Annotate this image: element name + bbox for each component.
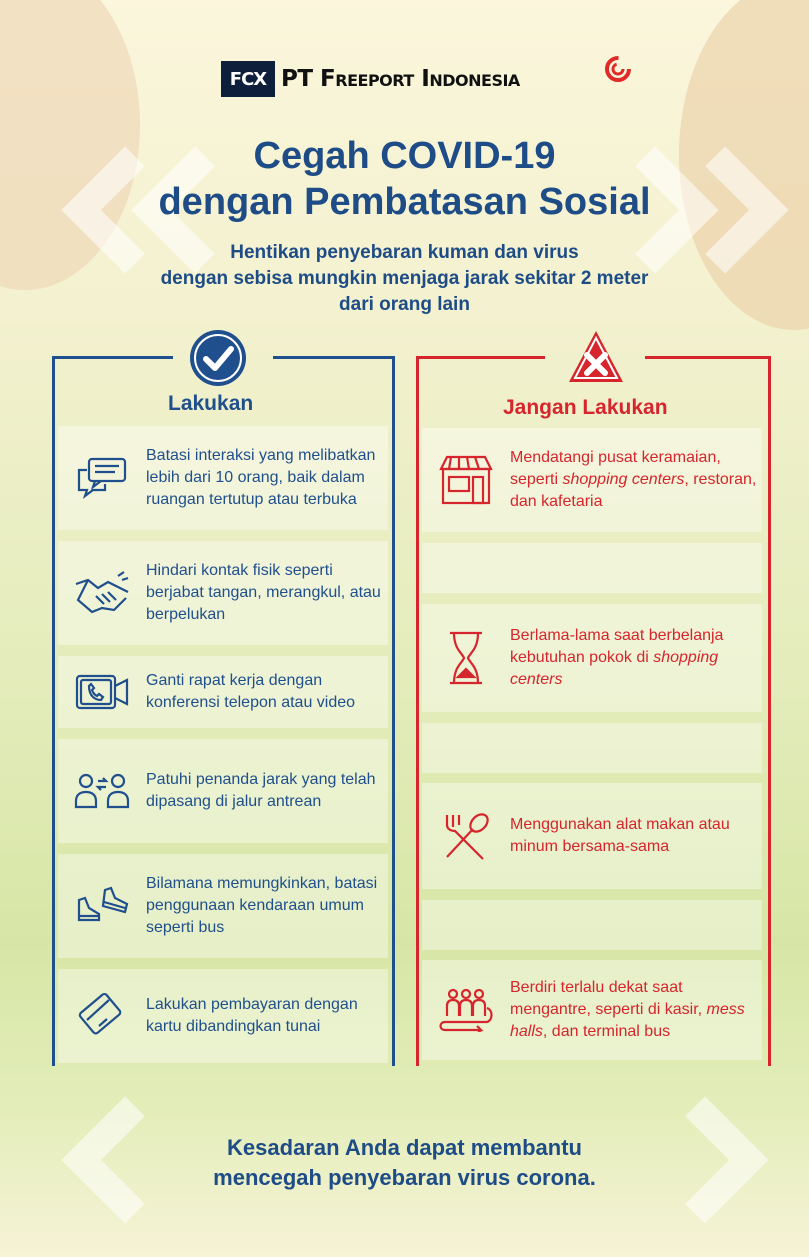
dont-item-2 (422, 604, 762, 712)
dont-item-3 (422, 783, 762, 889)
queue-icon (437, 988, 495, 1032)
checkmark-icon (188, 328, 248, 388)
company-logo (221, 60, 641, 98)
do-item-3-text: Ganti rapat kerja dengan konferensi telepon atau video (146, 672, 356, 711)
do-item-1-text: Batasi interaksi yang melibatkan lebih dari 10 orang, baik dalam ruangan tertutup atau terbuka (146, 447, 376, 508)
do-heading: Lakukan (168, 392, 254, 415)
footer-line-1: Kesadaran Anda dapat membantu (227, 1135, 582, 1160)
logo-mark: FCX (221, 61, 275, 97)
title-line-2: dengan Pembatasan Sosial (158, 181, 651, 223)
cutlery-icon (441, 811, 491, 861)
do-item-4 (58, 739, 388, 843)
dont-item-4-text: Berdiri terlalu dekat saat mengantre, seperti di kasir, mess halls, dan terminal bus (510, 979, 745, 1040)
handshake-icon (74, 570, 130, 616)
dont-item-3-text: Menggunakan alat makan atau minum bersama-sama (510, 816, 730, 855)
subtitle-line-1: Hentikan penyebaran kuman dan virus (230, 242, 579, 263)
dont-heading: Jangan Lakukan (503, 396, 668, 419)
do-item-2 (58, 541, 388, 645)
do-item-1 (58, 426, 388, 530)
footer-line-2: mencegah penyebaran virus corona. (213, 1165, 596, 1190)
shoes-icon (75, 886, 129, 926)
card-payment-icon (77, 992, 127, 1040)
cross-warning-icon (566, 328, 626, 388)
page-title (0, 133, 809, 225)
hourglass-icon (448, 631, 484, 685)
dont-item-4 (422, 960, 762, 1060)
dont-spacer-3 (422, 900, 762, 950)
chat-bubbles-icon (75, 456, 129, 500)
logo-swirl-icon (603, 54, 633, 84)
footer-message (0, 1133, 809, 1193)
title-line-1: Cegah COVID-19 (253, 135, 556, 177)
do-item-6-text: Lakukan pembayaran dengan kartu dibandingkan tunai (146, 996, 358, 1035)
subtitle-line-2: dengan sebisa mungkin menjaga jarak sekitar 2 meter (160, 268, 649, 289)
dont-item-1 (422, 428, 762, 532)
do-item-4-text: Patuhi penanda jarak yang telah dipasang di jalur antrean (146, 771, 376, 810)
distance-people-icon (74, 771, 130, 811)
do-item-6 (58, 969, 388, 1063)
company-name: PT Freeport Indonesia (281, 66, 520, 92)
dont-spacer-2 (422, 723, 762, 773)
video-call-icon (75, 672, 129, 712)
do-item-2-text: Hindari kontak fisik seperti berjabat tangan, merangkul, atau berpelukan (146, 562, 381, 623)
dont-spacer-1 (422, 543, 762, 593)
do-item-5-text: Bilamana memungkinkan, batasi penggunaan kendaraan umum seperti bus (146, 875, 378, 936)
storefront-icon (439, 455, 493, 505)
dont-item-2-text: Berlama-lama saat berbelanja kebutuhan pokok di shopping centers (510, 627, 724, 688)
page-subtitle (0, 240, 809, 318)
dont-item-1-text: Mendatangi pusat keramaian, seperti shopping centers, restoran, dan kafetaria (510, 449, 757, 510)
do-item-3 (58, 656, 388, 728)
do-item-5 (58, 854, 388, 958)
subtitle-line-3: dari orang lain (339, 294, 470, 315)
